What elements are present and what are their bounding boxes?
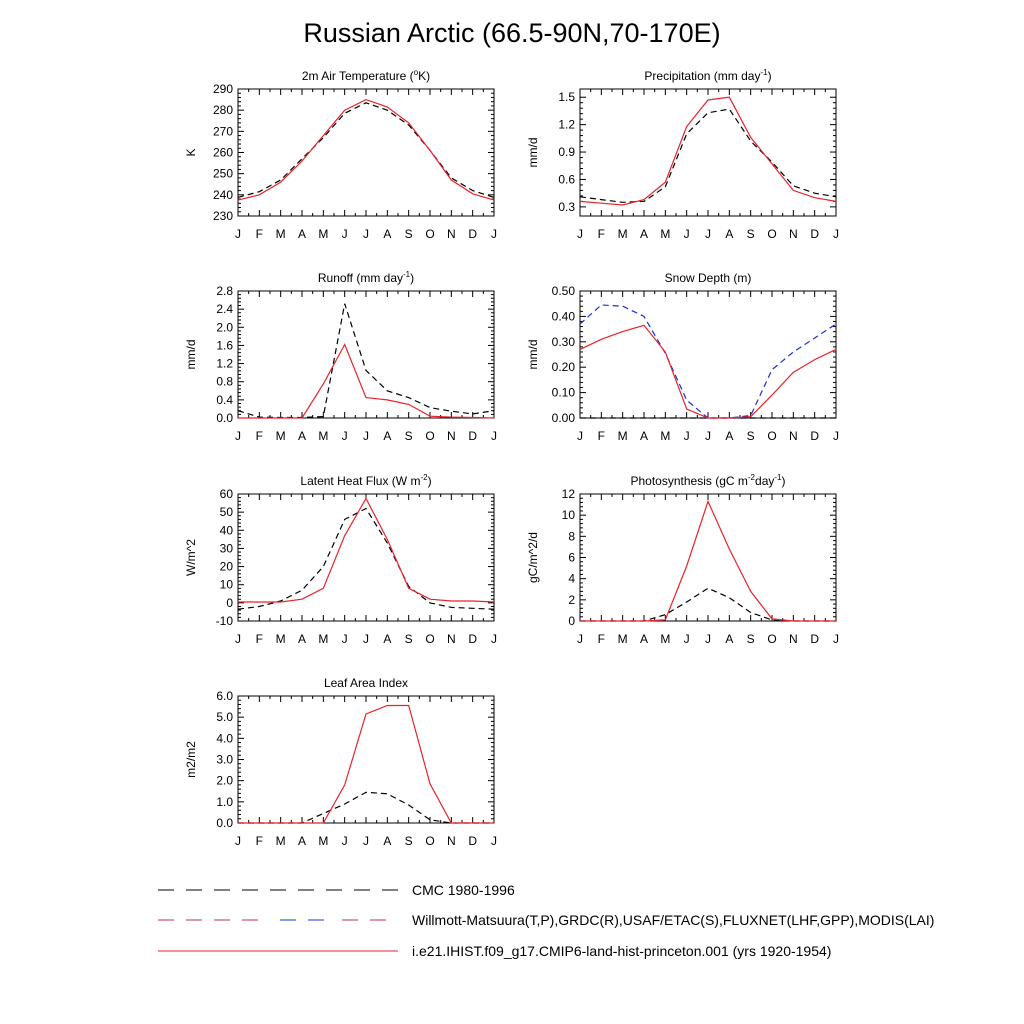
x-tick-label: O [425, 227, 435, 241]
y-tick-label: 0 [568, 614, 575, 628]
x-tick-label: J [833, 227, 839, 241]
x-tick-label: M [617, 429, 628, 443]
x-tick-label: N [788, 227, 798, 241]
x-tick-label: A [383, 632, 392, 646]
x-tick-label: J [363, 834, 369, 848]
plot-frame [238, 89, 494, 216]
x-tick-label: A [639, 227, 649, 241]
y-tick-label: 260 [212, 145, 233, 160]
panel-title-text: ) [427, 474, 432, 488]
x-tick-label: N [788, 429, 798, 443]
x-tick-label: F [597, 227, 606, 241]
y-tick-label: 2 [568, 592, 575, 607]
x-tick-label: N [446, 834, 456, 848]
y-tick-label: 0.50 [551, 284, 575, 298]
x-tick-label: J [683, 632, 690, 646]
x-tick-label: A [725, 632, 734, 646]
panel-title-text: Snow Depth (m) [664, 271, 752, 285]
x-tick-label: F [597, 429, 606, 443]
panel-title-text: Runoff (mm day [317, 271, 404, 285]
x-tick-label: J [235, 429, 241, 443]
y-tick-label: 3.0 [216, 752, 233, 767]
x-tick-label: A [383, 429, 392, 443]
panel-title [324, 676, 408, 690]
panel-title [644, 68, 771, 83]
y-tick-label: 1.0 [216, 794, 233, 809]
x-tick-label: A [639, 429, 649, 443]
y-tick-label: 2.0 [216, 773, 233, 788]
x-tick-label: S [404, 227, 413, 241]
x-tick-label: F [255, 632, 264, 646]
y-tick-label: 0.8 [216, 374, 233, 389]
x-tick-label: F [255, 227, 264, 241]
panel-snow_depth [526, 271, 839, 443]
x-tick-label: N [446, 227, 456, 241]
panel-title-text: day [755, 474, 775, 488]
panel-title [631, 473, 786, 488]
x-tick-label: O [767, 632, 777, 646]
panel-title-text: Precipitation (mm day [644, 69, 761, 83]
x-tick-label: D [810, 227, 820, 241]
x-tick-label: J [235, 227, 241, 241]
y-tick-label: 6 [568, 550, 575, 565]
x-tick-label: J [577, 227, 583, 241]
x-tick-label: J [577, 632, 583, 646]
x-tick-label: D [810, 429, 820, 443]
legend-label-model: i.e21.IHIST.f09_g17.CMIP6-land-hist-princeton.001 (yrs 1920-1954) [412, 943, 832, 959]
y-tick-label: 250 [212, 166, 233, 181]
x-tick-label: M [275, 632, 286, 646]
series-line-model [580, 325, 836, 418]
x-tick-label: M [318, 632, 329, 646]
y-axis-label: mm/d [526, 137, 540, 168]
y-tick-label: 0.20 [551, 360, 575, 375]
y-axis-label: mm/d [526, 339, 540, 370]
x-tick-label: N [788, 632, 798, 646]
series-line-model [238, 706, 494, 824]
x-tick-label: A [639, 632, 649, 646]
panel-title-text: Latent Heat Flux (W m [300, 474, 421, 488]
panel-photosynthesis [526, 473, 839, 646]
x-tick-label: M [318, 227, 329, 241]
panel-title-text: Photosynthesis (gC m [630, 474, 748, 488]
x-tick-label: J [341, 632, 348, 646]
x-tick-label: M [318, 834, 329, 848]
x-tick-label: M [275, 834, 286, 848]
legend [158, 890, 398, 951]
x-tick-label: J [491, 227, 497, 241]
y-tick-label: 0.30 [551, 334, 575, 349]
y-tick-label: 8 [568, 529, 575, 544]
y-tick-label: 280 [212, 103, 233, 118]
x-tick-label: M [318, 429, 329, 443]
x-tick-label: D [468, 834, 478, 848]
x-tick-label: M [660, 429, 671, 443]
y-tick-label: 1.5 [558, 90, 575, 105]
series-line-model [238, 100, 494, 201]
y-tick-label: 4.0 [216, 731, 233, 746]
y-tick-label: 2.4 [216, 302, 233, 317]
y-tick-label: 270 [212, 124, 233, 139]
y-tick-label: 10 [561, 508, 575, 523]
y-tick-label: 0.40 [551, 309, 575, 324]
y-tick-label: 0 [226, 595, 233, 610]
x-tick-label: M [617, 632, 628, 646]
series-line-obs [238, 509, 494, 610]
x-tick-label: A [725, 227, 734, 241]
x-tick-label: J [705, 429, 711, 443]
x-tick-label: O [767, 429, 777, 443]
x-tick-label: J [683, 227, 690, 241]
y-tick-label: 40 [219, 523, 233, 538]
x-tick-label: F [255, 429, 264, 443]
x-tick-label: J [341, 429, 348, 443]
x-tick-label: D [468, 632, 478, 646]
x-tick-label: N [446, 429, 456, 443]
y-tick-label: 20 [219, 559, 233, 574]
x-tick-label: A [725, 429, 734, 443]
x-tick-label: J [705, 227, 711, 241]
x-tick-label: J [235, 834, 241, 848]
y-tick-label: 6.0 [216, 689, 233, 703]
x-tick-label: M [660, 227, 671, 241]
panel-title-superscript: -1 [403, 270, 411, 279]
panel-temperature [184, 68, 497, 241]
panel-latent_heat [184, 473, 497, 646]
y-tick-label: 0.0 [216, 816, 233, 830]
panel-title-text: ) [767, 69, 772, 83]
x-tick-label: J [341, 227, 348, 241]
x-tick-label: J [577, 429, 583, 443]
x-tick-label: J [235, 632, 241, 646]
x-tick-label: J [833, 429, 839, 443]
series-line-model [238, 345, 494, 419]
panel-title [300, 473, 431, 488]
panel-title [318, 270, 414, 285]
x-tick-label: M [275, 227, 286, 241]
panel-title [665, 271, 752, 285]
y-tick-label: 0.10 [551, 385, 575, 400]
x-tick-label: S [404, 834, 413, 848]
y-axis-label: mm/d [184, 339, 198, 370]
series-line-model [238, 499, 494, 603]
x-tick-label: A [297, 632, 307, 646]
x-tick-label: S [404, 632, 413, 646]
y-tick-label: 290 [212, 82, 233, 96]
plot-frame [580, 494, 836, 621]
x-tick-label: F [597, 632, 606, 646]
y-tick-label: 0.0 [216, 411, 233, 425]
y-tick-label: 30 [219, 541, 233, 556]
y-tick-label: 2.8 [216, 284, 233, 298]
x-tick-label: O [767, 227, 777, 241]
y-axis-label: m2/m2 [184, 741, 198, 778]
x-tick-label: O [425, 834, 435, 848]
plot-frame [580, 291, 836, 418]
x-tick-label: J [363, 632, 369, 646]
y-tick-label: 10 [219, 577, 233, 592]
x-tick-label: D [468, 227, 478, 241]
panel-title-superscript: -2 [747, 473, 756, 482]
x-tick-label: N [446, 632, 456, 646]
panel-title-text: 2m Air Temperature ( [301, 69, 414, 83]
x-tick-label: F [255, 834, 264, 848]
panel-title-superscript: -2 [420, 473, 428, 482]
series-line-model [580, 501, 836, 621]
y-tick-label: 2.0 [216, 320, 233, 335]
figure-title: Russian Arctic (66.5-90N,70-170E) [303, 18, 721, 48]
x-tick-label: D [810, 632, 820, 646]
legend-label-observations: Willmott-Matsuura(T,P),GRDC(R),USAF/ETAC(S),FLUXNET(LHF,GPP),MODIS(LAI) [412, 912, 935, 928]
x-tick-label: J [491, 632, 497, 646]
x-tick-label: O [425, 632, 435, 646]
y-tick-label: 1.2 [558, 117, 575, 132]
legend-label-cmc: CMC 1980-1996 [412, 882, 515, 898]
x-tick-label: A [297, 429, 307, 443]
series-line-obs_usaf [580, 305, 836, 418]
x-tick-label: S [746, 227, 755, 241]
plot-frame [238, 291, 494, 418]
y-tick-label: 60 [219, 487, 233, 501]
y-tick-label: 50 [219, 505, 233, 520]
x-tick-label: J [833, 632, 839, 646]
y-tick-label: 0.00 [551, 411, 575, 425]
x-tick-label: O [425, 429, 435, 443]
x-tick-label: J [363, 227, 369, 241]
panel-lai [184, 676, 497, 848]
panel-title-superscript: -1 [774, 473, 782, 482]
x-tick-label: A [297, 834, 307, 848]
y-tick-label: 4 [568, 571, 575, 586]
panel-title [302, 68, 430, 83]
y-tick-label: 12 [561, 487, 575, 501]
x-tick-label: J [705, 632, 711, 646]
x-tick-label: A [383, 834, 392, 848]
panel-title-text: Leaf Area Index [323, 676, 409, 690]
x-tick-label: M [617, 227, 628, 241]
panel-precipitation [526, 68, 839, 241]
x-tick-label: D [468, 429, 478, 443]
x-tick-label: M [275, 429, 286, 443]
y-tick-label: 240 [212, 187, 233, 202]
y-tick-label: 1.6 [216, 338, 233, 353]
panel-title-superscript: -1 [760, 68, 768, 77]
series-line-obs [238, 304, 494, 418]
x-tick-label: J [683, 429, 690, 443]
x-tick-label: S [746, 632, 755, 646]
y-tick-label: 1.2 [216, 356, 233, 371]
y-tick-label: -10 [215, 614, 233, 628]
series-line-model [580, 97, 836, 205]
y-axis-label: gC/m^2/d [526, 532, 540, 583]
panel-title-text: ) [410, 271, 415, 285]
y-tick-label: 5.0 [216, 710, 233, 725]
y-tick-label: 0.6 [558, 172, 575, 187]
x-tick-label: J [491, 429, 497, 443]
x-tick-label: J [341, 834, 348, 848]
y-tick-label: 230 [212, 209, 233, 223]
x-tick-label: S [404, 429, 413, 443]
x-tick-label: A [383, 227, 392, 241]
y-axis-label: W/m^2 [184, 539, 198, 576]
x-tick-label: J [491, 834, 497, 848]
series-line-obs [580, 109, 836, 202]
panel-runoff [184, 270, 497, 443]
panel-title-text: K) [418, 69, 431, 83]
x-tick-label: S [746, 429, 755, 443]
y-tick-label: 0.3 [558, 199, 575, 214]
y-tick-label: 0.9 [558, 145, 575, 160]
x-tick-label: J [363, 429, 369, 443]
plot-frame [580, 89, 836, 216]
y-tick-label: 0.4 [216, 392, 233, 407]
y-axis-label: K [184, 148, 198, 157]
x-tick-label: A [297, 227, 307, 241]
panel-title-superscript: o [413, 68, 419, 77]
x-tick-label: M [660, 632, 671, 646]
panel-title-text: ) [781, 474, 786, 488]
